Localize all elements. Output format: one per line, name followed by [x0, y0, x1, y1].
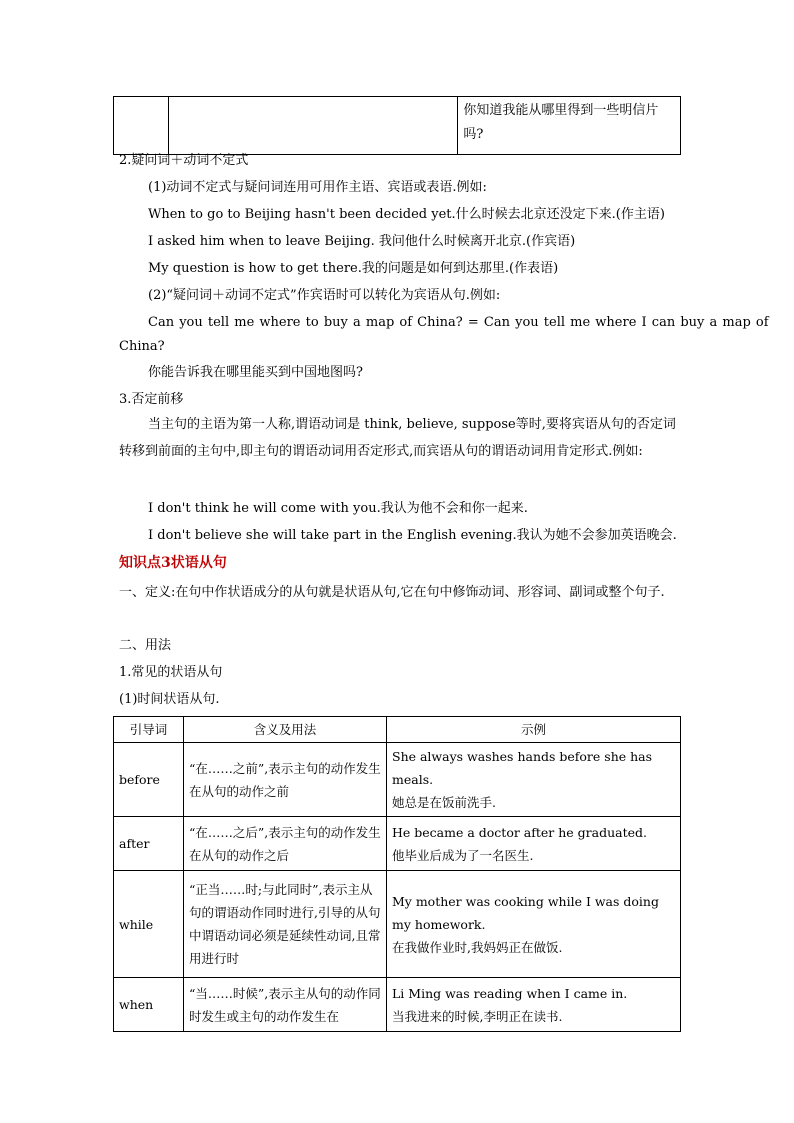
adverbial-clause-table	[113, 716, 681, 1032]
section-3-body: 当主句的主语为第一人称,谓语动词是 think, believe, suppose等时,要将宾语从句的否定词转移到前面的主句中,即主句的谓语动词用否定形式,而宾语从句的谓语动词用肯定形式.例如:	[119, 417, 676, 459]
conjunction-cell: after	[114, 817, 184, 871]
example-sentence: When to go to Beijing hasn't been decided yet.什么时候去北京还没定下来.(作主语)	[148, 207, 665, 222]
section-2-title: 2.疑问词＋动词不定式	[119, 153, 249, 168]
section-2-point-2: (2)“疑问词＋动词不定式”作宾语时可以转化为宾语从句.例如:	[148, 288, 501, 303]
example-sentence: I don't believe she will take part in the English evening.我认为她不会参加英语晚会.	[148, 528, 677, 543]
conjunction-cell: before	[114, 743, 184, 817]
example-sentence-cont: China?	[119, 339, 165, 354]
example-chinese: 当我进来的时候,李明正在读书.	[392, 1008, 563, 1024]
example-cell	[387, 871, 681, 978]
example-english: My mother was cooking while I was doing my homework.	[392, 893, 659, 932]
example-cell	[387, 978, 681, 1032]
table-cell	[168, 97, 458, 155]
example-english: Li Ming was reading when I came in.	[392, 985, 628, 1001]
definition-paragraph: 一、定义:在句中作状语成分的从句就是状语从句,它在句中修饰动词、形容词、副词或整个句子.	[119, 585, 665, 600]
example-translation: 你能告诉我在哪里能买到中国地图吗?	[148, 365, 363, 380]
table-header-cell: 引导词	[114, 717, 184, 743]
example-sentence: Can you tell me where to buy a map of China? = Can you tell me where I can buy a map of	[148, 315, 769, 330]
example-cell	[387, 817, 681, 871]
table-header-cell: 示例	[387, 717, 681, 743]
table-row	[114, 817, 681, 871]
meaning-cell: “在……之后”,表示主句的动作发生在从句的动作之后	[184, 817, 387, 871]
conjunction-cell: when	[114, 978, 184, 1032]
knowledge-point-heading: 知识点3状语从句	[119, 555, 227, 571]
example-sentence: I asked him when to leave Beijing. 我问他什么时候离开北京.(作宾语)	[148, 234, 576, 249]
example-cell	[387, 743, 681, 817]
table-row	[114, 97, 681, 155]
top-table-fragment	[113, 96, 681, 155]
table-cell	[114, 97, 169, 155]
example-chinese: 她总是在饭前洗手.	[392, 795, 496, 810]
table-row	[114, 871, 681, 978]
meaning-cell: “在……之前”,表示主句的动作发生在从句的动作之前	[184, 743, 387, 817]
usage-heading: 二、用法	[119, 638, 172, 653]
table-header-cell: 含义及用法	[184, 717, 387, 743]
section-2-point-1: (1)动词不定式与疑问词连用可用作主语、宾语或表语.例如:	[148, 180, 487, 195]
table-row	[114, 743, 681, 817]
table-header-row	[114, 717, 681, 743]
example-sentence: My question is how to get there.我的问题是如何到达那里.(作表语)	[148, 261, 559, 276]
example-english: He became a doctor after he graduated.	[392, 824, 647, 840]
subsection-heading: (1)时间状语从句.	[119, 692, 220, 707]
section-3-title: 3.否定前移	[119, 392, 184, 407]
subsection-heading: 1.常见的状语从句	[119, 665, 223, 680]
table-row	[114, 978, 681, 1032]
example-english: She always washes hands before she has meals.	[392, 749, 653, 787]
meaning-cell: “正当……时;与此同时”,表示主从句的谓语动作同时进行,引导的从句中谓语动词必须是延续性动词,且常用进行时	[184, 871, 387, 978]
example-sentence: I don't think he will come with you.我认为他不会和你一起来.	[148, 501, 528, 516]
table-cell-chinese: 你知道我能从哪里得到一些明信片吗?	[458, 97, 681, 155]
meaning-cell: “当……时候”,表示主从句的动作同时发生或主句的动作发生在	[184, 978, 387, 1032]
conjunction-cell: while	[114, 871, 184, 978]
example-chinese: 他毕业后成为了一名医生.	[392, 847, 534, 863]
example-chinese: 在我做作业时,我妈妈正在做饭.	[392, 939, 563, 955]
